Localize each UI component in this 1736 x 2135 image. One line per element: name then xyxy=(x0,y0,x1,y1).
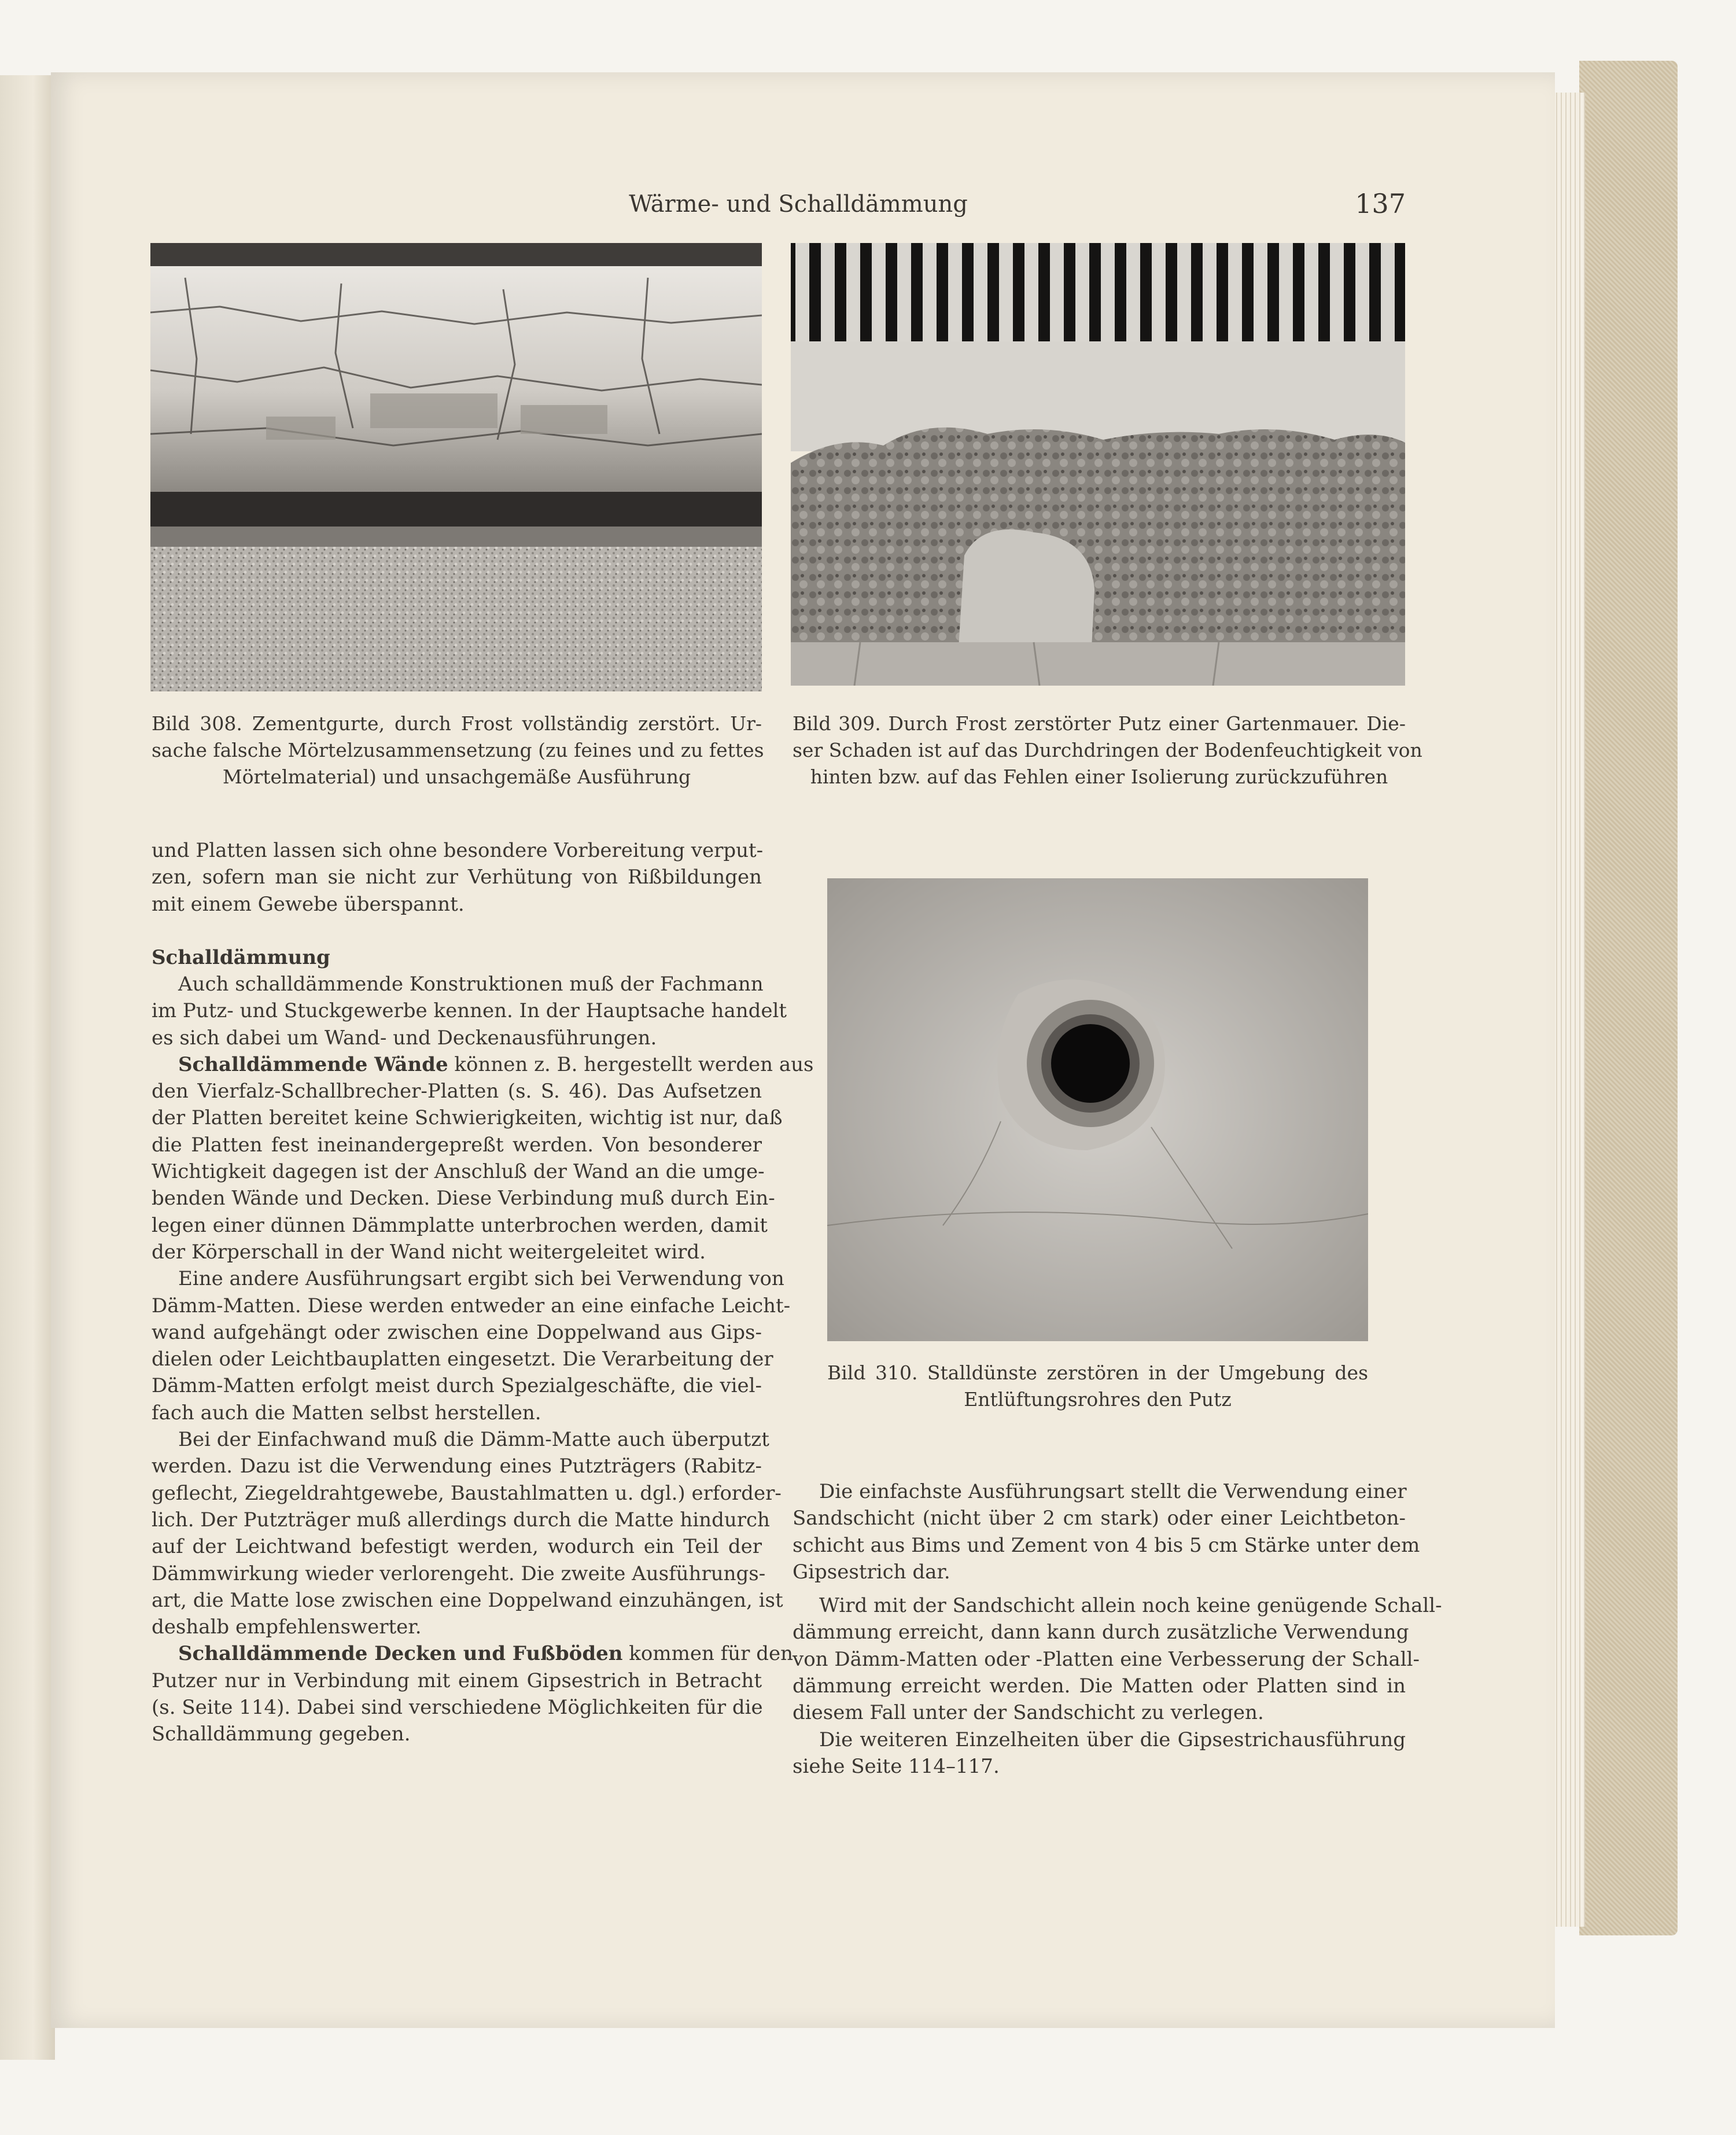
inline-term-waende: Schalldämmende Wände xyxy=(178,1052,448,1076)
text-line: die Platten fest ineinandergepreßt werden. Von besonderer xyxy=(152,1133,762,1157)
text-line: legen einer dünnen Dämmplatte unterbrochen werden, damit xyxy=(152,1213,768,1237)
text-line: von Dämm-Matten oder -Platten eine Verbesserung der Schall- xyxy=(793,1647,1420,1671)
text-line: lich. Der Putzträger muß allerdings durch die Matte hindurch xyxy=(152,1508,770,1532)
text-line: zen, sofern man sie nicht zur Verhütung von Rißbildungen xyxy=(152,866,762,889)
text-line: benden Wände und Decken. Diese Verbindung muß durch Ein- xyxy=(152,1187,775,1210)
text-line: Wichtigkeit dagegen ist der Anschluß der Wand an die umge- xyxy=(152,1160,765,1184)
text-line: werden. Dazu ist die Verwendung eines Putzträgers (Rabitz- xyxy=(152,1455,762,1478)
caption-line: ser Schaden ist auf das Durchdringen der Bodenfeuchtigkeit von xyxy=(793,739,1422,761)
text-line: art, die Matte lose zwischen eine Doppelwand einzuhängen, ist xyxy=(152,1588,783,1612)
text-line: Putzer nur in Verbindung mit einem Gipsestrich in Betracht xyxy=(152,1669,762,1692)
running-title: Wärme- und Schalldämmung xyxy=(629,191,968,218)
text-line xyxy=(152,1051,814,1078)
text-line: wand aufgehängt oder zwischen eine Doppelwand aus Gips- xyxy=(152,1320,762,1344)
text-line: der Platten bereitet keine Schwierigkeiten, wichtig ist nur, daß xyxy=(152,1106,783,1130)
caption-line: Bild 310. Stalldünste zerstören in der Umgebung des xyxy=(827,1361,1368,1384)
text-line: geflecht, Ziegeldrahtgewebe, Baustahlmatten u. dgl.) erforder- xyxy=(152,1481,782,1505)
text-line: auf der Leichtwand befestigt werden, wodurch ein Teil der xyxy=(152,1535,762,1559)
left-section-schalldaemmung xyxy=(152,944,814,1748)
text-line: dämmung erreicht, dann kann durch zusätzliche Verwendung xyxy=(793,1621,1409,1644)
photo-garden-wall xyxy=(791,243,1405,686)
text-line: Sandschicht (nicht über 2 cm stark) oder einer Leichtbeton- xyxy=(793,1507,1406,1530)
inline-term-decken: Schalldämmende Decken und Fußböden xyxy=(178,1642,623,1666)
text-line: mit einem Gewebe überspannt. xyxy=(152,892,465,916)
book-cover-edge xyxy=(1579,61,1678,1935)
caption-line: Bild 309. Durch Frost zerstörter Putz einer Gartenmauer. Die- xyxy=(793,712,1406,735)
page-number: 137 xyxy=(1355,188,1406,219)
text-line: (s. Seite 114). Dabei sind verschiedene Möglichkeiten für die xyxy=(152,1696,763,1720)
caption-line: Entlüftungsrohres den Putz xyxy=(964,1388,1232,1411)
caption-bild-308 xyxy=(152,711,762,790)
text-line: und Platten lassen sich ohne besondere Vorbereitung verput- xyxy=(152,839,764,862)
text-line: dielen oder Leichtbauplatten eingesetzt. Die Verarbeitung der xyxy=(152,1348,773,1371)
text-line: Dämm-Matten. Diese werden entweder an eine einfache Leicht- xyxy=(152,1294,791,1317)
text-line: Die einfachste Ausführungsart stellt die Verwendung einer xyxy=(819,1480,1407,1503)
text-line: Bei der Einfachwand muß die Dämm-Matte auch überputzt xyxy=(178,1428,769,1452)
text-line: den Vierfalz-Schallbrecher-Platten (s. S. 46). Das Aufsetzen xyxy=(152,1080,762,1103)
text-line: Die weiteren Einzelheiten über die Gipsestrichausführung xyxy=(819,1728,1406,1751)
photo-cement-band xyxy=(150,243,762,691)
caption-line: Mörtelmaterial) und unsachgemäße Ausführung xyxy=(222,765,691,788)
caption-bild-310 xyxy=(827,1360,1368,1413)
text-line: schicht aus Bims und Zement von 4 bis 5 cm Stärke unter dem xyxy=(793,1533,1420,1557)
text-fragment: kommen für den xyxy=(622,1642,793,1666)
section-heading: Schalldämmung xyxy=(152,946,330,969)
right-column-text xyxy=(793,1478,1442,1780)
text-line: diesem Fall unter der Sandschicht zu verlegen. xyxy=(793,1701,1264,1725)
text-line: siehe Seite 114–117. xyxy=(793,1754,1000,1778)
text-fragment: können z. B. hergestellt werden aus xyxy=(448,1052,814,1076)
text-line: es sich dabei um Wand- und Deckenausführungen. xyxy=(152,1026,657,1050)
text-line: deshalb empfehlenswerter. xyxy=(152,1615,422,1639)
left-intro-paragraph xyxy=(152,837,762,918)
text-line: Auch schalldämmende Konstruktionen muß der Fachmann xyxy=(178,973,764,996)
text-line: Gipsestrich dar. xyxy=(793,1560,950,1584)
caption-line: Bild 308. Zementgurte, durch Frost vollständig zerstört. Ur- xyxy=(152,712,762,735)
text-line: der Körperschall in der Wand nicht weitergeleitet wird. xyxy=(152,1240,706,1264)
text-line: im Putz- und Stuckgewerbe kennen. In der Hauptsache handelt xyxy=(152,999,787,1023)
photo-vent-hole xyxy=(827,878,1368,1341)
text-line: dämmung erreicht werden. Die Matten oder Platten sind in xyxy=(793,1674,1406,1698)
text-line xyxy=(152,1640,793,1667)
text-line: Dämm-Matten erfolgt meist durch Spezialgeschäfte, die viel- xyxy=(152,1374,762,1398)
text-line: fach auch die Matten selbst herstellen. xyxy=(152,1401,541,1424)
facing-page-edge xyxy=(0,75,55,2060)
text-line: Schalldämmung gegeben. xyxy=(152,1722,411,1746)
caption-line: sache falsche Mörtelzusammensetzung (zu feines und zu fettes xyxy=(152,739,764,761)
caption-bild-309 xyxy=(793,711,1422,790)
text-line: Dämmwirkung wieder verlorengeht. Die zweite Ausführungs- xyxy=(152,1562,766,1585)
text-line: Eine andere Ausführungsart ergibt sich bei Verwendung von xyxy=(178,1267,784,1291)
caption-line: hinten bzw. auf das Fehlen einer Isolierung zurückzuführen xyxy=(810,765,1388,788)
text-line: Wird mit der Sandschicht allein noch keine genügende Schall- xyxy=(819,1594,1442,1618)
